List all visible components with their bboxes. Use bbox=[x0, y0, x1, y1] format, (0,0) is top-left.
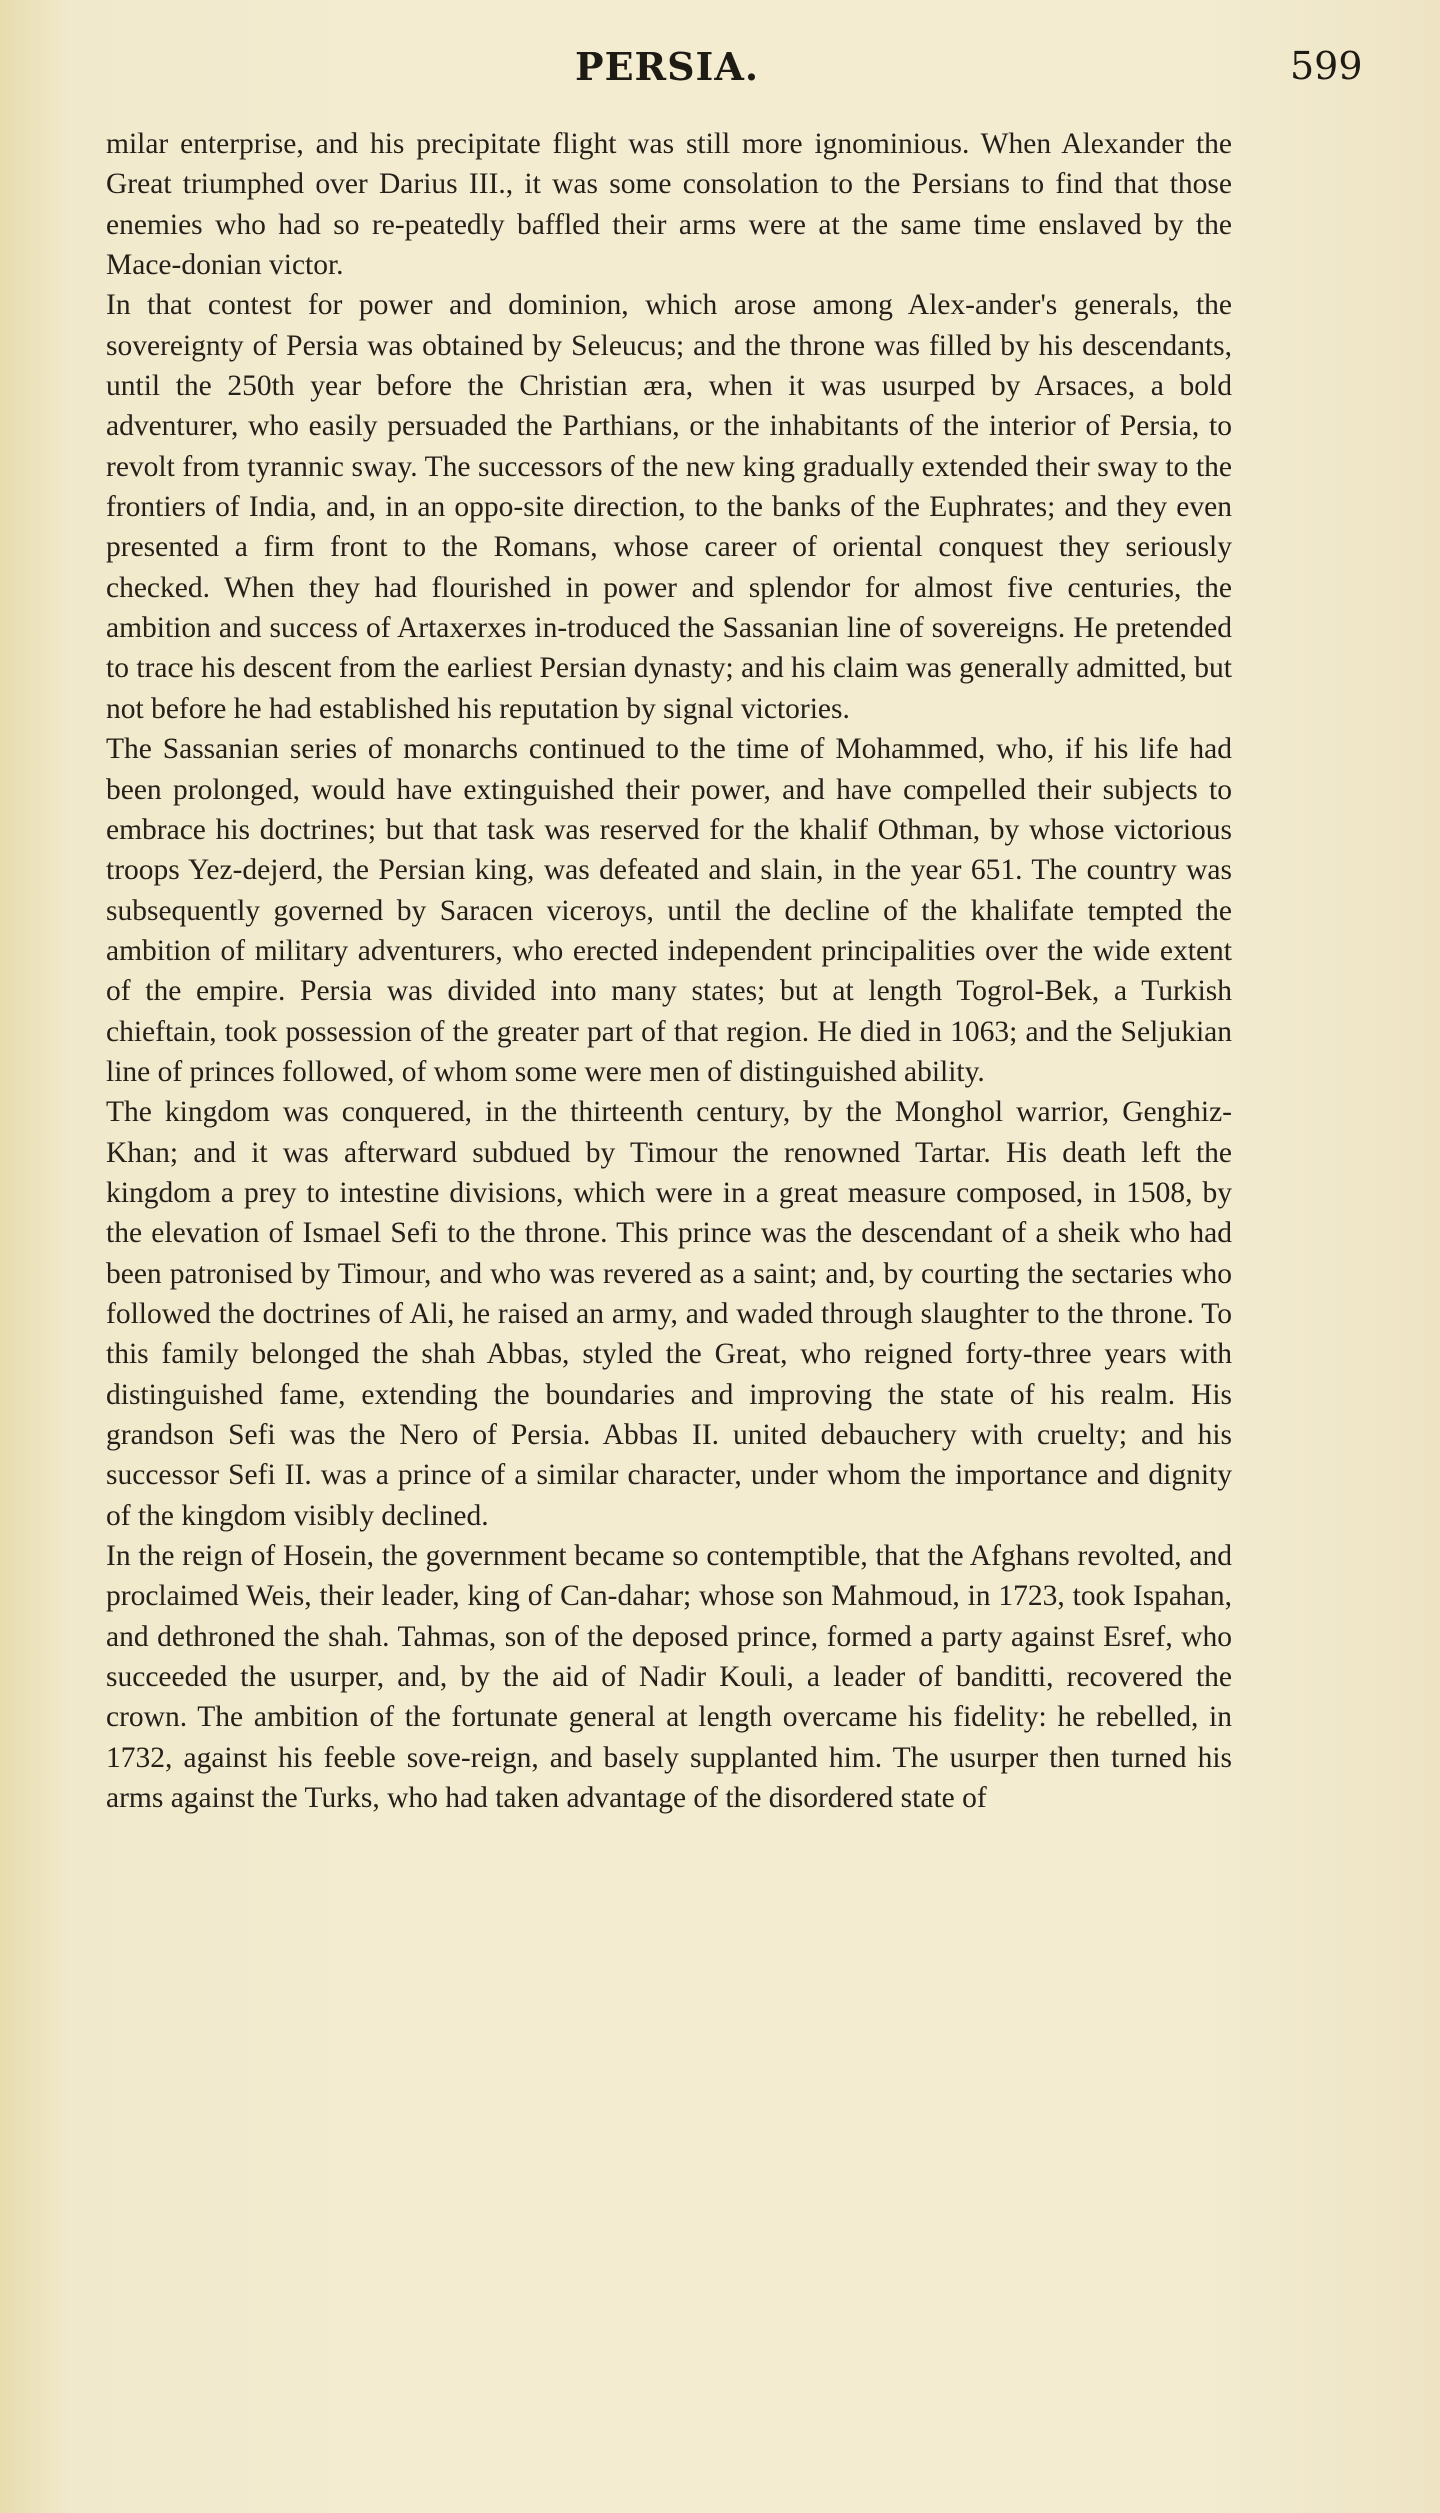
paragraph-4: The kingdom was conquered, in the thirteenth century, by the Monghol warrior, Genghiz-Khan; and it was afterward subdued by Timour the renowned Tartar. His death left the kingdom a prey to intestine divisions, which were in a great measure composed, in 1508, by the elevation of Ismael Sefi to the throne. This prince was the descendant of a sheik who had been patronised by Timour, and who was revered as a saint; and, by courting the sectaries who followed the doctrines of Ali, he raised an army, and waded through slaughter to the throne. To this family belonged the shah Abbas, styled the Great, who reigned forty-three years with distinguished fame, extending the boundaries and improving the state of his realm. His grandson Sefi was the Nero of Persia. Abbas II. united debauchery with cruelty; and his successor Sefi II. was a prince of a similar character, under whom the importance and dignity of the kingdom visibly declined. bbox=[106, 1096, 1232, 1532]
page-header bbox=[0, 44, 1440, 92]
page-number: 599 bbox=[1290, 44, 1363, 88]
paragraph-5: In the reign of Hosein, the government became so contemptible, that the Afghans revolted, and proclaimed Weis, their leader, king of Can-dahar; whose son Mahmoud, in 1723, took Ispahan, and dethroned the shah. Tahmas, son of the deposed prince, formed a party against Esref, who succeeded the usurper, and, by the aid of Nadir Kouli, a leader of banditti, recovered the crown. The ambition of the fortunate general at length overcame his fidelity: he rebelled, in 1732, against his feeble sove-reign, and basely supplanted him. The usurper then turned his arms against the Turks, who had taken advantage of the disordered state of bbox=[106, 1540, 1232, 1815]
paragraph-2: In that contest for power and dominion, which arose among Alex-ander's generals, the sovereignty of Persia was obtained by Seleucus; and the throne was filled by his descendants, until the 250th year before the Christian æra, when it was usurped by Arsaces, a bold adventurer, who easily persuaded the Parthians, or the inhabitants of the interior of Persia, to revolt from tyrannic sway. The successors of the new king gradually extended their sway to the frontiers of India, and, in an oppo-site direction, to the banks of the Euphrates; and they even presented a firm front to the Romans, whose career of oriental conquest they seriously checked. When they had flourished in power and splendor for almost five centuries, the ambition and success of Artaxerxes in-troduced the Sassanian line of sovereigns. He pretended to trace his descent from the earliest Persian dynasty; and his claim was generally admitted, but not before he had established his reputation by signal victories. bbox=[106, 289, 1232, 725]
paragraph-3: The Sassanian series of monarchs continued to the time of Mohammed, who, if his life had been prolonged, would have extinguished their power, and have compelled their subjects to embrace his doctrines; but that task was reserved for the khalif Othman, by whose victorious troops Yez-dejerd, the Persian king, was defeated and slain, in the year 651. The country was subsequently governed by Saracen viceroys, until the decline of the khalifate tempted the ambition of military adventurers, who erected independent principalities over the wide extent of the empire. Persia was divided into many states; but at length Togrol-Bek, a Turkish chieftain, took possession of the greater part of that region. He died in 1063; and the Seljukian line of princes followed, of whom some were men of distinguished ability. bbox=[106, 733, 1232, 1088]
paragraph-1: milar enterprise, and his precipitate flight was still more ignominious. When Alexander the Great triumphed over Darius III., it was some consolation to the Persians to find that those enemies who had so re-peatedly baffled their arms were at the same time enslaved by the Mace-donian victor. bbox=[106, 128, 1232, 282]
running-title: PERSIA. bbox=[575, 44, 760, 89]
body-text bbox=[106, 124, 1232, 1818]
